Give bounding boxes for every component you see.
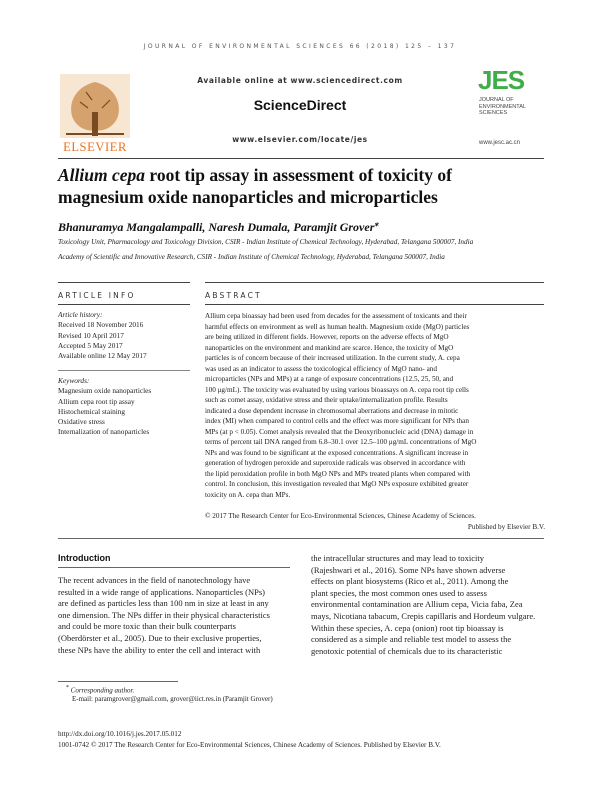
keyword: Magnesium oxide nanoparticles	[58, 386, 152, 396]
authors	[58, 219, 378, 235]
corresponding-author	[66, 685, 134, 694]
intro-line: one dimension. The NPs differ in their physical characteristics	[58, 609, 270, 620]
abstract-line: particles is of concern because of their increased utilization. In the current study, A. cepa	[205, 354, 460, 362]
issn-copyright: 1001-0742 © 2017 The Research Center for Eco-Environmental Sciences, Chinese Academy of Sciences. Published by Elsevier B.V.	[58, 741, 441, 749]
intro-line: (Oberdörster et al., 2005). Due to their exclusive properties,	[58, 632, 262, 643]
intro-line: genotoxic potential of chemicals due to its characteristic	[311, 645, 503, 656]
title-line-2: magnesium oxide nanoparticles and microparticles	[58, 187, 438, 207]
sciencedirect-logo[interactable]: ScienceDirect	[253, 97, 347, 113]
abstract-bottom-rule	[58, 538, 544, 539]
revised-date: Revised 10 April 2017	[58, 330, 124, 340]
history-label: Article history:	[58, 310, 103, 319]
affiliation-1: Toxicology Unit, Pharmacology and Toxicology Division, CSIR - Indian Institute of Chemical Technology, Hyderabad, Telangana 500007, India	[58, 238, 474, 246]
jes-logo[interactable]: JES	[478, 65, 525, 95]
abstract-line: terms of percent tail DNA ranged from 6.8–30.1 over 12.5–100 μg/mL concentrations of MgO	[205, 438, 477, 446]
article-info-heading: ARTICLE INFO	[58, 291, 136, 300]
keywords	[58, 376, 151, 438]
intro-line: and could be more toxic than their bulk counterparts	[58, 621, 236, 632]
keyword: Histochemical staining	[58, 406, 126, 416]
intro-line: are defined as particles less than 100 nm in size at least in any	[58, 598, 269, 609]
introduction-column-1	[58, 575, 290, 656]
author-emails[interactable]: E-mail: paramgrover@gmail.com, grover@iict.res.in (Paramjit Grover)	[72, 695, 273, 703]
intro-line: plant species, the most common ones used to assess	[311, 587, 487, 598]
intro-line: resulted in a wide range of applications. Nanoparticles (NPs)	[58, 586, 266, 597]
article-history	[58, 310, 147, 361]
received-date: Received 18 November 2016	[58, 320, 144, 330]
abstract-top-rule	[205, 282, 544, 283]
intro-line: the intracellular structures and may lead to toxicity	[311, 553, 485, 563]
abstract-line: harmful effects on environment as well as human health. Magnesium oxide (MgO) particles	[205, 322, 470, 331]
introduction-heading: Introduction	[58, 553, 111, 563]
abstract-line: the lipid peroxidation profile in both MgO NPs and MPs treated plants when compared with	[205, 469, 471, 478]
abstract-line: Allium cepa bioassay had been used from decades for the assessment of toxicants and their	[205, 312, 467, 320]
elsevier-locate-url[interactable]: www.elsevier.com/locate/jes	[232, 135, 368, 144]
elsevier-logo[interactable]	[58, 72, 132, 154]
introduction-rule	[58, 567, 290, 568]
title-rest: root tip assay in assessment of toxicity of	[145, 165, 452, 185]
abstract-line: microparticles (NPs and MPs) at a range of exposure concentrations (12.5, 25, 50, and	[205, 375, 454, 383]
abstract-line: indicated a dose dependent increase in chromosomal aberrations and decrease in mitotic	[205, 406, 459, 415]
keyword: Internalization of nanoparticles	[58, 427, 150, 437]
article-info-top-rule	[58, 282, 190, 283]
history-divider	[58, 370, 190, 371]
abstract-line: control. In conclusion, this investigation revealed that MgO NPs exposure exhibited greater	[205, 480, 469, 488]
footnote-mark: *	[66, 685, 69, 691]
intro-line: environmental contamination are Allium cepa, Vicia faba, Zea	[311, 599, 523, 610]
abstract-rule	[205, 304, 544, 305]
jes-subtitle-line: SCIENCES	[479, 110, 508, 116]
article-title	[58, 164, 538, 208]
jes-subtitle-line: ENVIRONMENTAL	[479, 103, 526, 110]
abstract-body	[205, 311, 545, 500]
journal-citation: JOURNAL OF ENVIRONMENTAL SCIENCES 66 (2018) 125 – 137	[143, 43, 457, 50]
available-date: Available online 12 May 2017	[58, 351, 147, 361]
footnote-rule	[58, 681, 178, 682]
elsevier-wordmark: ELSEVIER	[63, 140, 127, 154]
article-info-rule	[58, 304, 190, 305]
intro-line: considered as a simple and reliable test model to assess the	[311, 634, 512, 645]
publisher-line: Published by Elsevier B.V.	[467, 522, 545, 531]
jes-subtitle-line: JOURNAL OF	[479, 97, 514, 103]
abstract-line: toxicity on A. cepa than MPs.	[205, 490, 291, 499]
abstract-line: index (MI) when compared to control cells and the effect was more significant for NPs than	[205, 417, 469, 425]
introduction-column-2	[311, 553, 544, 657]
abstract-line: generation of hydrogen peroxide and superoxide radicals was observed in accordance with	[205, 459, 466, 467]
jes-url[interactable]: www.jesc.ac.cn	[479, 140, 521, 146]
abstract-line: was used as an indicator to assess the toxicological efficiency of MgO nano- and	[205, 364, 437, 373]
corresponding-mark[interactable]: ⁎	[374, 219, 379, 228]
copyright-line: © 2017 The Research Center for Eco-Environmental Sciences, Chinese Academy of Sciences.	[205, 512, 476, 520]
intro-line: The recent advances in the field of nanotechnology have	[58, 575, 251, 585]
available-online: Available online at www.sciencedirect.com	[197, 76, 403, 85]
keyword: Allium cepa root tip assay	[58, 396, 135, 406]
intro-line: (Rajeshwari et al., 2016). Some NPs have shown adverse	[311, 564, 506, 575]
jes-subtitle	[479, 97, 549, 117]
affiliation-2: Academy of Scientific and Innovative Research, CSIR - Indian Institute of Chemical Technology, Hyderabad, Telangana 500007, India	[58, 253, 445, 261]
intro-line: Within these species, A. cepa (onion) root tip bioassay is	[311, 622, 504, 633]
intro-line: these NPs have the ability to enter the cell and interact with	[58, 644, 261, 655]
title-species: Allium cepa	[58, 165, 146, 185]
accepted-date: Accepted 5 May 2017	[58, 340, 123, 350]
header-divider	[58, 158, 544, 159]
corresponding-label: Corresponding author.	[70, 686, 135, 695]
author-names: Bhanuramya Mangalampalli, Naresh Dumala, Paramjit Grover	[58, 220, 375, 234]
intro-line: effects on plant biosystems (Rico et al., 2011). Among the	[311, 576, 509, 587]
keywords-label: Keywords:	[58, 376, 90, 385]
doi-link[interactable]: http://dx.doi.org/10.1016/j.jes.2017.05.012	[58, 730, 182, 738]
abstract-line: NPs and was found to be significant at the exposed concentrations. A significant increase in	[205, 448, 469, 457]
abstract-copyright	[205, 511, 545, 532]
abstract-line: are being utilized in different fields. However, reports on the adverse effects of MgO	[205, 333, 449, 341]
abstract-line: nanoparticles on the environment and mankind are scarce. Hence, the toxicity of MgO	[205, 343, 454, 352]
keyword: Oxidative stress	[58, 417, 105, 427]
abstract-heading: ABSTRACT	[205, 291, 262, 300]
intro-line: mays, Nicotiana tabacum, Crepis capillaris and Hordeum vulgare.	[311, 610, 536, 621]
abstract-line: 100 μg/mL). The toxicity was evaluated by using various bioassays on A. cepa root tip cells	[205, 385, 469, 394]
abstract-line: MPs (at p < 0.05). Comet analysis revealed that the Deoxyribonucleic acid (DNA) damage in	[205, 427, 474, 436]
abstract-line: such as comet assay, oxidative stress and their uptake/internalization profile. Results	[205, 396, 448, 404]
